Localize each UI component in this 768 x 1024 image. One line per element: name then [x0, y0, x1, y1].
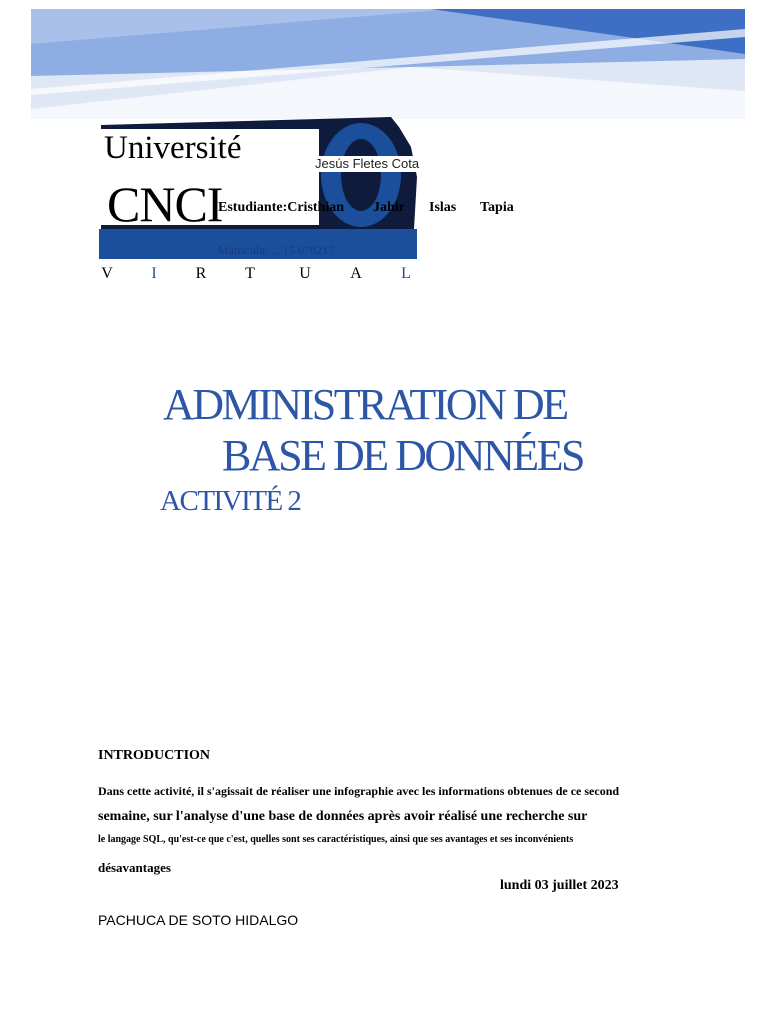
university-wordmark: Université — [104, 130, 242, 166]
tutor-name: Jesús Fletes Cota — [315, 156, 420, 171]
student-word: Estudiante:Cristhian — [218, 200, 345, 215]
introduction-line: désavantages — [98, 860, 171, 875]
logo-letter: A — [348, 264, 364, 284]
document-title-line-1: ADMINISTRATION DE — [163, 380, 567, 429]
logo-letter: L — [401, 265, 411, 282]
document-title-line-2: BASE DE DONNÉES — [222, 431, 583, 480]
logo-letter: T — [242, 264, 258, 284]
document-city: PACHUCA DE SOTO HIDALGO — [98, 912, 299, 928]
logo-letter: R — [193, 264, 209, 284]
student-word: Tapia — [480, 200, 514, 215]
student-word: Islas — [429, 200, 457, 215]
logo-letter: U — [297, 264, 313, 284]
cnci-wordmark: CNCI — [107, 176, 223, 232]
student-word: Jahir — [373, 200, 405, 215]
introduction-heading: INTRODUCTION — [98, 748, 211, 763]
introduction-line: le langage SQL, qu'est-ce que c'est, quelles sont ses caractéristiques, ainsi que ses avantages et ses inconvénients — [98, 834, 574, 845]
header-decoration — [31, 9, 745, 119]
logo-letter: I — [151, 265, 157, 282]
logo-letter: V — [99, 264, 115, 284]
student-matricule: Matrícula: ... 15 078217 — [218, 243, 334, 257]
introduction-line: semaine, sur l'analyse d'une base de données après avoir réalisé une recherche sur — [98, 809, 588, 824]
document-subtitle: ACTIVITÉ 2 — [160, 485, 301, 517]
introduction-line: Dans cette activité, il s'agissait de réaliser une infographie avec les informations obtenues de ce second — [98, 784, 620, 798]
document-date: lundi 03 juillet 2023 — [500, 878, 619, 893]
